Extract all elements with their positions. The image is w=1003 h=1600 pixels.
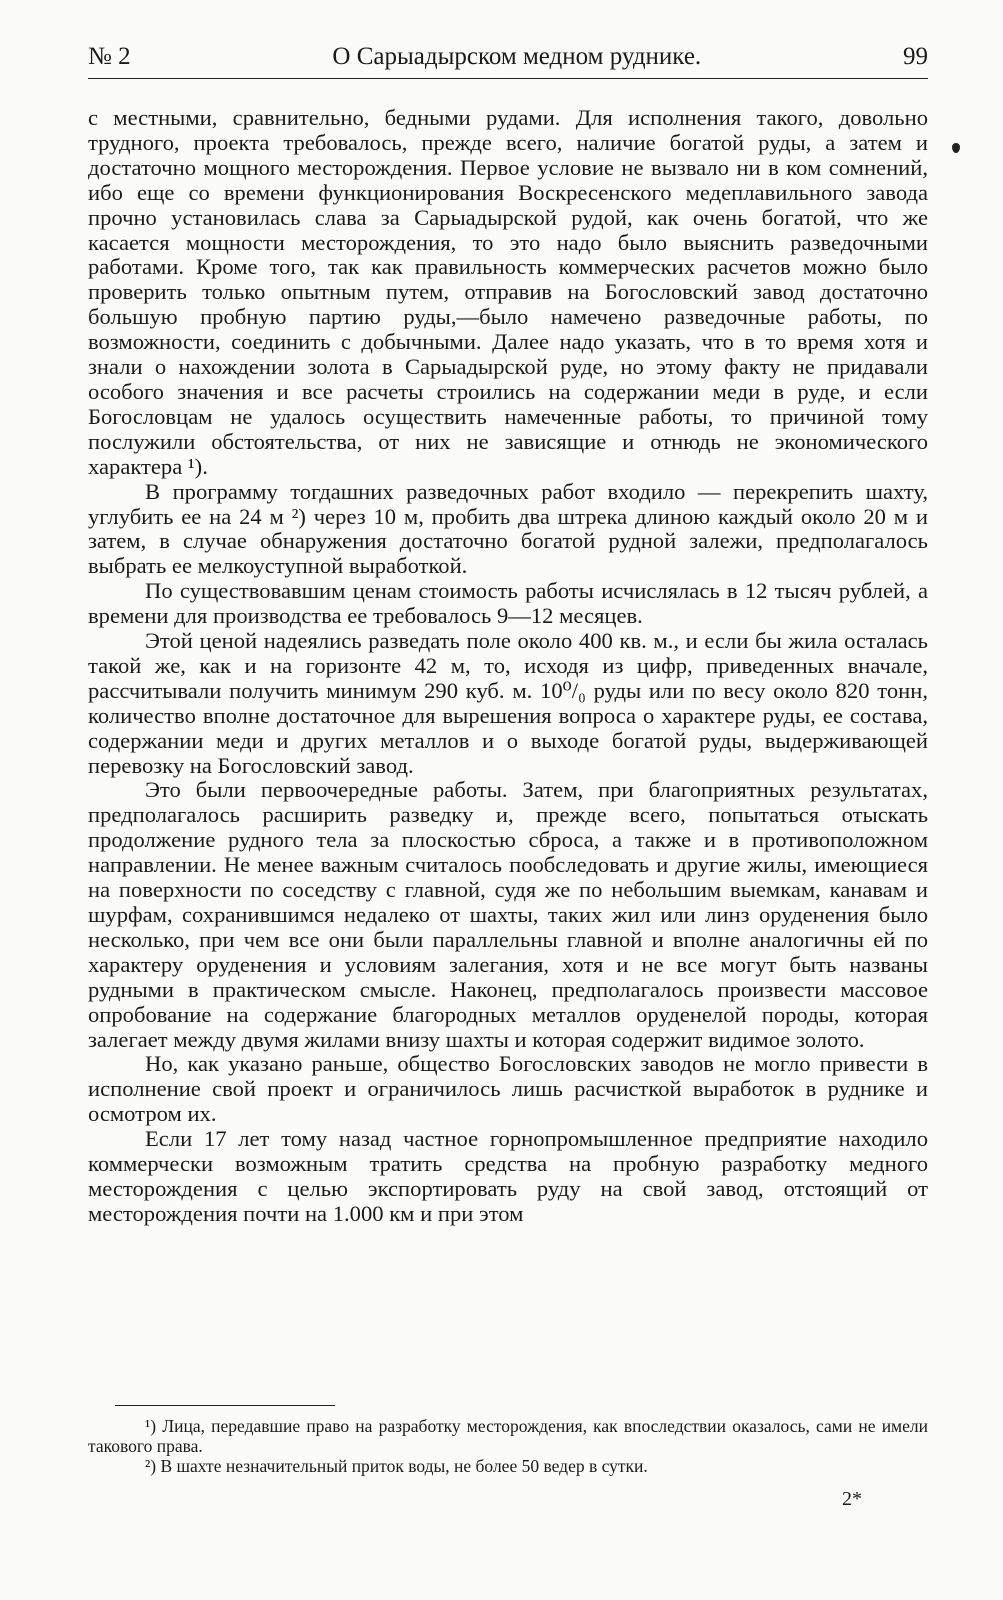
paragraph: Этой ценой надеялись разведать поле около 400 кв. м., и если бы жила осталась такой же, как и на горизонте 42 м, то, исходя из цифр, приведенных вначале, рассчитывали получить минимум 290 куб. м. 10⁰/₀ руды или по весу около 820 тонн, количество вполне достаточное для вырешения вопроса о характере руды, ее состава, содержании меди и других металлов и о выходе богатой руды, выдерживающей перевозку на Богословский завод. bbox=[88, 628, 928, 778]
paragraph: По существовавшим ценам стоимость работы исчислялась в 12 тысяч рублей, а времени для производства ее требовалось 9—12 месяцев. bbox=[88, 578, 928, 629]
signature-mark: 2* bbox=[842, 1488, 862, 1510]
header-rule bbox=[88, 78, 928, 79]
footnote: ²) В шахте незначительный приток воды, не более 50 ведер в сутки. bbox=[145, 1456, 648, 1476]
paragraph: Но, как указано раньше, общество Богословских заводов не могло привести в исполнение свой проект и ограничилось лишь расчисткой выработок в руднике и осмотром их. bbox=[88, 1051, 928, 1127]
page-number: 99 bbox=[902, 43, 928, 70]
paragraph: Это были первоочередные работы. Затем, при благоприятных результатах, предполагалось расширить разведку и, прежде всего, попытаться отыскать продолжение рудного тела за плоскостью сброса, а также и в противоположном направлении. Не менее важным считалось пообследовать и другие жилы, имеющиеся на поверхности по соседству с главной, судя же по небольшим выемкам, канавам и шурфам, сохранившимся недалеко от шахты, таких жил или линз оруденения было несколько, при чем все они были параллельны главной и вполне аналогичны ей по характеру оруденения и условиям залегания, хотя и не все могут быть названы рудными в практическом смысле. Наконец, предполагалось произвести массовое опробование на содержание благородных металлов оруденелой породы, которая залегает между двумя жилами внизу шахты и которая содержит видимое золото. bbox=[88, 777, 928, 1052]
body-text bbox=[88, 106, 928, 1227]
footnotes bbox=[88, 1416, 928, 1476]
paragraph: В программу тогдашних разведочных работ входило — перекрепить шахту, углубить ее на 24 м ²) через 10 м, пробить два штрека длиною каждый около 20 м и затем, в случае обнаружения достаточно богатой рудной залежи, предполагалось выбрать ее мелкоуступной выработкой. bbox=[88, 478, 928, 579]
footnote-rule bbox=[115, 1405, 335, 1406]
margin-mark-icon bbox=[952, 143, 960, 153]
paragraph: Если 17 лет тому назад частное горнопромышленное предприятие находило коммерчески возможным тратить средства на пробную разработку медного месторождения с целью экспортировать руду на свой завод, отстоящий от месторождения почти на 1.000 км и при этом bbox=[88, 1126, 928, 1226]
paragraph: с местными, сравнительно, бедными рудами. Для исполнения такого, довольно трудного, проекта требовалось, прежде всего, наличие богатой руды, а затем и достаточно мощного месторождения. Первое условие не вызвало ни в ком сомнений, ибо еще со времени функционирования Воскресенского медеплавильного завода прочно установилась слава за Сарыадырской рудой, как очень богатой, что же касается мощности месторождения, то это надо было выяснить разведочными работами. Кроме того, так как правильность коммерческих расчетов можно было проверить только опытным путем, отправив на Богословский завод достаточно большую пробную партию руды,—было намечено разведочные работы, по возможности, соединить с добычными. Далее надо указать, что в то время хотя и знали о нахождении золота в Сарыадырской руде, но этому факту не придавали особого значения и все расчеты строились на содержании меди в руде, и если Богословцам не удалось осуществить намеченные работы, то причиной тому послужили обстоятельства, от них не зависящие и отнюдь не экономического характера ¹). bbox=[88, 105, 928, 479]
running-title: О Сарыадырском медном руднике. bbox=[332, 43, 702, 70]
footnote: ¹) Лица, передавшие право на разработку месторождения, как впоследствии оказалось, сами не имели такового права. bbox=[88, 1416, 928, 1456]
issue-number: № 2 bbox=[88, 43, 131, 70]
page-header bbox=[88, 42, 928, 72]
